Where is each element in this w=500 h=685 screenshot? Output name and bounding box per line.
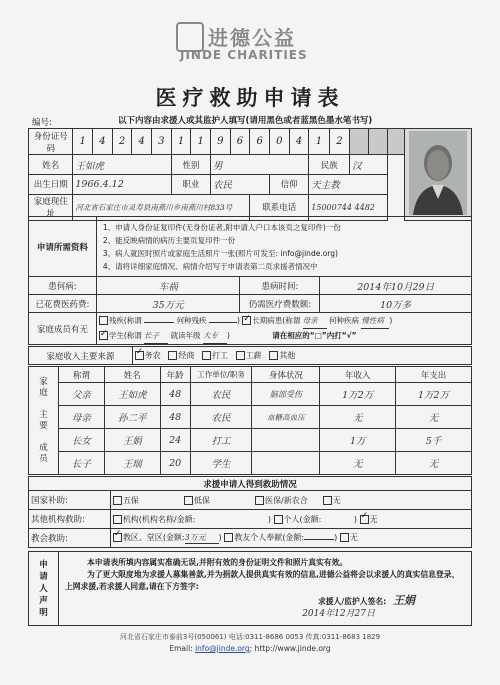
disease-time-field[interactable]: 2014年10月29日 [320,277,472,295]
member-income[interactable]: 1万 [320,429,396,452]
personal-aid-checkbox[interactable] [274,515,283,524]
member-title[interactable]: 长女 [58,429,104,452]
col-header-age: 年龄 [160,367,190,383]
aid-option: ) [334,533,338,542]
member-expense[interactable]: 无 [396,406,472,429]
id-digit[interactable]: 2 [329,129,349,155]
form-title: 医疗救助申请表 [155,85,345,110]
church-aid-label: 教会救助: [29,529,111,548]
materials-table [28,216,472,277]
member-title[interactable]: 长子 [58,452,104,475]
id-digit[interactable]: 4 [289,129,309,155]
materials-item: 2、能反映病情的病历主要页复印件一份 [102,235,236,245]
address-label: 家庭现住址 [29,194,73,220]
phone-label: 联系电话 [250,194,309,220]
family-members-table [28,366,472,475]
member-name[interactable]: 王如虎 [104,383,160,406]
footer-contact: Email: info@jinde.org; http://www.jinde.org [169,644,331,653]
member-age[interactable]: 20 [160,452,190,475]
income-business-checkbox[interactable] [168,351,177,360]
col-header-name: 姓名 [104,367,160,383]
disabled-checkbox[interactable] [99,316,108,325]
aid-medical-insurance-checkbox[interactable] [255,496,264,505]
declaration-text: 为了更大限度地为求援人募集善款,并为捐款人提供真实有效的信息,进德公益将会以求援人的真实信息登录、上网求援,若求援人同意,请在下方签字: [64,570,460,591]
income-option: 打工 [212,351,229,360]
aid-five-guarantee-checkbox[interactable] [113,496,122,505]
materials-item: 4、请将详细家庭情况、病情介绍写于申请表第二页求援者情况中 [102,261,318,271]
cost-label: 已花费医药费: [29,295,97,313]
no-church-aid-checkbox[interactable] [340,533,349,542]
member-job[interactable]: 农民 [190,406,252,429]
declaration-table [28,551,472,626]
aid-section-title: 求援申请人得到救助情况 [29,477,472,491]
name-label: 姓名 [29,155,73,175]
aid-option: 低保 [193,495,210,505]
logo-en-text: JINDE CHARITIES [180,48,308,62]
income-farming-checkbox[interactable] [135,351,144,360]
member-donation-checkbox[interactable] [224,533,233,542]
member-name[interactable]: 孙二平 [104,406,160,429]
name-field[interactable]: 王如虎 [73,155,171,175]
disease-field[interactable]: 车祸 [96,277,240,295]
student-title-field[interactable]: 长子 [144,329,168,344]
faith-label: 信仰 [269,174,308,194]
faith-field[interactable]: 天主教 [309,174,388,194]
aid-option: 教友个人奉献 [234,533,283,542]
gender-label: 性别 [171,155,210,175]
paren-close: ) [236,315,240,325]
id-digit[interactable]: 1 [171,129,191,155]
jinde-logo [176,22,336,62]
table-row [29,406,472,429]
member-health[interactable]: 血糖高血压 [252,406,320,429]
materials-item: 1、申请人身份证复印件(无身份证者,附申请人户口本该页之复印件)一份 [102,222,341,232]
income-source-table [28,346,472,365]
job-field[interactable]: 农民 [210,174,269,194]
cost-field[interactable]: 35万元 [96,295,240,313]
signature[interactable]: 王娟 [393,594,415,607]
need-field[interactable]: 10万多 [320,295,472,313]
member-expense[interactable]: 5千 [396,429,472,452]
income-other-checkbox[interactable] [269,351,278,360]
col-header-expense: 年支出 [396,367,472,383]
income-labor-checkbox[interactable] [202,351,211,360]
id-digit[interactable]: 1 [309,129,329,155]
id-digit[interactable]: 6 [250,129,270,155]
disabled-title-blank[interactable] [144,322,174,323]
table-row [29,429,472,452]
fill-instruction: 以下内容由求援人或其监护人填写(请用黑色或者蓝黑色墨水笔书写) [118,116,373,126]
signature-date[interactable]: 2014年12月27日 [302,609,375,619]
id-digit[interactable]: 6 [230,129,250,155]
member-job[interactable]: 农民 [190,383,252,406]
id-digit[interactable]: 4 [132,129,152,155]
footer-address: 河北省石家庄市泰前3号(050061) 电话:0311-8686 0053 传真:0311-8683 1829 [119,633,381,641]
income-option: 务农 [144,351,161,360]
birth-label: 出生日期 [29,174,73,194]
income-salary-checkbox[interactable] [236,351,245,360]
member-title[interactable]: 父亲 [58,383,104,406]
state-aid-label: 国家补助: [29,491,111,510]
member-name[interactable]: 王瑞 [104,452,160,475]
aid-option: ) [267,514,271,524]
income-option: 其他 [279,351,296,360]
disability-type-blank[interactable] [209,322,237,323]
paren-close: ) [389,315,393,325]
materials-item: 3、病人就医时照片或家庭生活照片一张(照片可发至: info@jinde.org) [102,248,338,258]
aid-option: (金额: [162,533,185,542]
need-label: 仍需医疗费数额: [240,295,320,313]
member-job[interactable]: 学生 [190,452,252,475]
member-age[interactable]: 24 [160,429,190,452]
grade-field[interactable]: 大专 [203,329,227,344]
family-status-table [28,312,472,345]
ethnic-field[interactable]: 汉 [350,155,388,175]
aid-option: ) [353,514,358,524]
id-digit[interactable]: 2 [112,129,132,155]
income-source-label: 家庭收入主要来源 [29,347,133,365]
student-checkbox[interactable] [99,331,108,340]
member-name[interactable]: 王娟 [104,429,160,452]
address-field[interactable]: 河北省石家庄市灵寿县南燕川乡南燕川村833号 [73,194,250,220]
serial-label: 编号: [32,118,52,128]
member-expense[interactable]: 无 [396,452,472,475]
aid-option: 五保 [122,495,139,505]
declaration-text: 本申请表所填内容属实准确无误,并附有效的身份证明文件和照片真实有效。 [86,558,348,567]
disabled-text: 残疾(称谓 [108,315,142,325]
logo-cn-text: 进德公益 [208,26,296,50]
email-link[interactable]: info@jinde.org [195,644,250,653]
member-age[interactable]: 48 [160,406,190,429]
id-digit-redacted [369,129,388,155]
id-number-label: 身份证号码 [29,129,73,155]
chronic-checkbox[interactable] [242,316,251,325]
id-digit-redacted [350,129,369,155]
id-digit[interactable]: 4 [93,129,113,155]
member-health[interactable] [252,452,320,475]
aid-lowincome-checkbox[interactable] [184,496,193,505]
gender-field[interactable]: 男 [210,155,308,175]
id-digit[interactable]: 9 [210,129,230,155]
check-tip: 请在相应的“□”内打“√” [272,330,357,340]
id-digit[interactable]: 0 [269,129,289,155]
table-row [29,383,472,406]
applicant-photo [405,129,471,217]
aid-table [28,476,472,548]
income-option: 经商 [178,351,195,360]
id-digit[interactable]: 1 [191,129,211,155]
aid-option: 个人(金额: [283,514,322,524]
chronic-type-text: 何种疾病 [329,315,359,325]
disease-label: 患何病: [29,277,97,295]
photo-box [404,129,471,221]
declaration-side-label: 申 请 人 声 明 [29,552,59,626]
job-label: 职业 [171,174,210,194]
website-link[interactable]: http://www.jinde.org [254,644,331,653]
signature-label: 求援人/监护人签名: [317,597,387,606]
ethnic-label: 民族 [309,155,350,175]
aid-option: 教区、堂区 [122,533,163,542]
parish-aid-checkbox[interactable] [113,533,122,542]
family-status-label: 家庭成员有无 [29,313,97,345]
id-digit-redacted [387,129,404,155]
member-job[interactable]: 打工 [190,429,252,452]
student-text: 学生(称谓 [108,330,142,340]
org-aid-checkbox[interactable] [113,515,122,524]
id-digit[interactable]: 1 [73,129,93,155]
birth-field[interactable]: 1966.4.12 [73,174,171,194]
aid-option: 无 [332,495,341,505]
aid-option: (金额: [282,533,305,542]
table-row [29,452,472,475]
col-header-health: 身体状况 [252,367,320,383]
member-income[interactable]: 1万2万 [320,383,396,406]
medical-table [28,276,472,313]
member-expense[interactable]: 1万2万 [396,383,472,406]
member-age[interactable]: 48 [160,383,190,406]
email-label: Email: [169,644,193,653]
chronic-type-field[interactable]: 慢性病 [361,314,389,329]
org-aid-label: 其他机构救助: [29,510,111,529]
aid-option: 医保/新农合 [265,495,308,505]
main-form-table [28,128,472,221]
paren-close: ) [226,330,230,340]
col-header-income: 年收入 [320,367,396,383]
aid-option: 无 [369,514,378,524]
parish-amount-field[interactable]: 3万元 [185,532,219,544]
disability-type-text: 何种残疾 [176,315,207,325]
member-health[interactable] [252,429,320,452]
family-members-side-label: 家 庭 主 要 成 员 [29,367,59,475]
phone-field[interactable]: 15000744 4482 [309,194,388,220]
aid-option: 无 [349,533,358,542]
member-income[interactable]: 无 [320,452,396,475]
member-title[interactable]: 母亲 [58,406,104,429]
col-header-title: 称谓 [58,367,104,383]
aid-option: ) [218,533,222,542]
member-health[interactable]: 脑部受伤 [252,383,320,406]
chronic-title-field[interactable]: 母亲 [303,314,327,329]
materials-label: 申请所需资料 [29,217,97,277]
disease-time-label: 患病时间: [240,277,320,295]
aid-none-checkbox[interactable] [323,496,332,505]
chronic-text: 长期病患(称谓 [252,315,301,325]
member-income[interactable]: 无 [320,406,396,429]
id-digit[interactable]: 3 [152,129,172,155]
no-org-aid-checkbox[interactable] [360,515,369,524]
income-option: 工薪 [245,351,262,360]
aid-option: 机构(机构名称/金额: [122,514,196,524]
grade-text: 就读年级 [170,330,201,340]
col-header-job: 工作单位/职务 [190,367,252,383]
